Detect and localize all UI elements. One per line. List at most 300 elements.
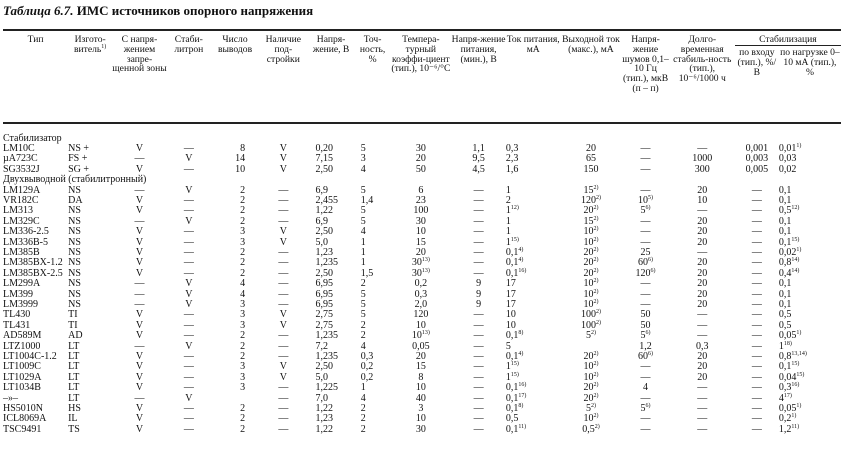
col-output-current: Выходной ток (макс.), мА — [562, 34, 620, 55]
cell-bandgap: — — [134, 153, 145, 165]
footnote-ref: 2) — [590, 330, 596, 337]
cell-voltage: 1,225 — [315, 382, 338, 394]
cell-maker: NS — [68, 278, 81, 290]
cell-supply-current: 17 — [505, 299, 516, 310]
cell-noise: 5$^{6)}$ — [640, 330, 651, 342]
cell-zener: — — [183, 267, 194, 279]
cell-pins: 2 — [240, 205, 246, 217]
cell-noise: — — [640, 236, 651, 248]
cell-min-supply: — — [473, 215, 484, 227]
cell-load-reg: 0,4$^{14)}$ — [778, 267, 800, 279]
footnote-ref: 2) — [593, 215, 599, 222]
cell-voltage: 1,235 — [315, 257, 338, 269]
footnote-ref: 2) — [593, 267, 599, 274]
cell-min-supply: — — [473, 226, 484, 238]
cell-load-reg: 4$^{17)}$ — [778, 392, 792, 404]
cell-output-current: 20 — [585, 142, 596, 154]
cell-trim: V — [279, 319, 287, 331]
cell-noise: — — [640, 299, 651, 310]
col-pins: Число выводов — [217, 34, 253, 55]
cell-supply-current: 0,1$^{4)}$ — [505, 257, 524, 269]
cell-line-reg: 0,005 — [745, 163, 769, 175]
cell-output-current: 15$^{2)}$ — [583, 184, 599, 196]
footnote-ref: 6) — [645, 330, 651, 337]
cell-trim: — — [278, 246, 289, 258]
cell-supply-current: 0,5 — [505, 413, 519, 425]
cell-tempco: 15 — [415, 361, 426, 373]
cell-line-reg: — — [751, 382, 762, 394]
cell-load-reg: 0,01$^{1)}$ — [778, 142, 802, 154]
caption-title: ИМС источников опорного напряжения — [76, 3, 314, 18]
footnote-ref: 2) — [593, 246, 599, 253]
cell-trim: — — [278, 423, 289, 435]
cell-pins — [211, 394, 259, 404]
cell-long-term: 20 — [697, 278, 708, 290]
cell-line-reg: — — [751, 267, 762, 279]
footnote-ref: 2) — [593, 236, 599, 243]
cell-long-term: 20 — [697, 288, 708, 300]
cell-pins: 3 — [240, 361, 246, 373]
cell-min-supply: — — [473, 403, 484, 415]
cell-line-reg: — — [751, 184, 762, 196]
cell-supply-current: 1$^{15)}$ — [505, 371, 519, 383]
cell-noise: 5$^{6)}$ — [640, 403, 651, 415]
cell-min-supply: — — [473, 246, 484, 258]
cell-output-current: 100$^{2)}$ — [580, 309, 601, 321]
cell-voltage: 5,0 — [315, 236, 328, 248]
cell-accuracy: 1 — [360, 246, 366, 258]
cell-pins: 4 — [240, 288, 246, 300]
cell-accuracy: 5 — [360, 184, 366, 196]
cell-trim: — — [278, 413, 289, 425]
cell-supply-current: 17 — [505, 278, 516, 290]
cell-bandgap: V — [135, 361, 144, 373]
cell-voltage: 2,50 — [315, 267, 333, 279]
cell-type: ICL8069A — [3, 413, 47, 425]
cell-load-reg: 0,02 — [778, 163, 797, 175]
cell-type: LT1034B — [3, 382, 41, 394]
footnote-ref: 5) — [648, 194, 654, 201]
cell-long-term: 20 — [697, 226, 708, 238]
cell-maker: TI — [68, 309, 78, 321]
cell-output-current: 150 — [583, 163, 599, 175]
cell-type: LM399 — [3, 288, 33, 300]
footnote-ref: 2) — [593, 205, 599, 212]
cell-bandgap: V — [135, 163, 144, 175]
cell-min-supply: — — [473, 236, 484, 248]
cell-zener: — — [183, 205, 194, 217]
footnote-ref: 2) — [593, 361, 599, 368]
cell-accuracy: 2 — [360, 330, 366, 342]
footnote-ref: 2) — [593, 184, 599, 191]
cell-tempco: 50 — [415, 163, 426, 175]
cell-zener: — — [183, 403, 194, 415]
cell-voltage: 1,23 — [315, 246, 333, 258]
footnote-ref: 14) — [791, 267, 800, 274]
cell-accuracy: 1,4 — [360, 194, 374, 206]
cell-accuracy: 2 — [360, 319, 366, 331]
cell-line-reg: 0,001 — [745, 142, 769, 154]
cell-maker: LT — [68, 371, 80, 383]
cell-trim: V — [279, 236, 287, 248]
footnote-ref: 8) — [518, 330, 524, 337]
footnote-ref: 1) — [791, 413, 797, 420]
cell-bandgap: V — [135, 423, 144, 435]
cell-voltage: 7,2 — [315, 340, 328, 352]
cell-line-reg: — — [751, 257, 762, 269]
cell-long-term: 20 — [697, 361, 708, 373]
cell-accuracy: 2 — [360, 278, 366, 290]
cell-pins: 3 — [240, 319, 246, 331]
cell-voltage: 6,9 — [315, 184, 328, 196]
cell-tempco: 40 — [415, 392, 426, 404]
cell-accuracy: 4 — [360, 392, 366, 404]
cell-min-supply: — — [473, 423, 484, 435]
cell-zener: — — [183, 236, 194, 248]
cell-maker: LT — [68, 351, 80, 363]
cell-noise: — — [640, 423, 651, 435]
cell-trim: — — [278, 184, 289, 196]
cell-zener: — — [183, 142, 194, 154]
cell-accuracy: 4 — [360, 226, 366, 238]
cell-type: LM385BX-1.2 — [3, 257, 63, 269]
cell-zener: — — [183, 371, 194, 383]
cell-bandgap: V — [135, 403, 144, 415]
cell-min-supply: 9 — [476, 288, 482, 300]
cell-type: LM313 — [3, 205, 33, 217]
cell-pins: 2 — [240, 413, 246, 425]
cell-trim: V — [279, 226, 287, 238]
footnote-ref: 2) — [590, 403, 596, 410]
cell-min-supply: — — [473, 413, 484, 425]
footnote-ref: 2) — [593, 351, 599, 358]
group-label: Стабилизатор — [3, 132, 62, 144]
cell-long-term: 1000 — [692, 153, 713, 165]
cell-type: LM10C — [3, 142, 35, 154]
cell-voltage: 2,455 — [315, 194, 338, 206]
cell-accuracy: 5 — [360, 309, 366, 321]
cell-pins: 3 — [240, 299, 246, 310]
footnote-ref: 1) — [796, 142, 802, 149]
cell-line-reg: — — [751, 319, 762, 331]
cell-tempco: 30$^{13)}$ — [411, 257, 430, 269]
col-long-term: Долго-временная стабиль-ность (тип.), 10⁻⁶/1000 ч — [673, 34, 732, 85]
cell-load-reg: 0,05$^{1)}$ — [778, 403, 802, 415]
cell-pins: 2 — [240, 330, 246, 342]
cell-min-supply: 9 — [476, 278, 482, 290]
table-row — [3, 425, 841, 435]
cell-type: –»– — [3, 392, 18, 404]
cell-pins: 3 — [240, 371, 246, 383]
cell-load-reg: 0,1 — [778, 278, 792, 290]
cell-voltage: 2,50 — [315, 163, 333, 175]
cell-type: VR182C — [3, 194, 39, 206]
cell-tempco: 20 — [415, 246, 426, 258]
cell-zener: V — [185, 288, 193, 300]
footnote-ref: 18) — [783, 340, 792, 347]
cell-load-reg: 0,1 — [778, 215, 792, 227]
cell-tempco: 2,0 — [414, 299, 428, 310]
cell-type: LM385BX-2.5 — [3, 267, 63, 279]
cell-min-supply: — — [473, 392, 484, 404]
footnote-ref: 2) — [594, 423, 600, 430]
cell-load-reg: 1$^{18)}$ — [778, 340, 792, 352]
cell-line-reg: — — [751, 340, 762, 352]
cell-tempco: 10$^{13)}$ — [411, 330, 430, 342]
cell-zener: V — [185, 392, 193, 404]
cell-output-current: 20$^{2)}$ — [583, 205, 599, 217]
cell-supply-current: 1$^{15)}$ — [505, 361, 519, 373]
cell-voltage: 1,23 — [315, 413, 333, 425]
cell-long-term: — — [697, 309, 708, 321]
cell-line-reg: — — [751, 236, 762, 248]
footnote-ref: 13,14) — [791, 351, 807, 358]
cell-maker: DA — [68, 194, 83, 206]
cell-output-current: 10$^{2)}$ — [583, 299, 599, 310]
cell-long-term: 20 — [697, 267, 708, 279]
cell-trim: — — [278, 382, 289, 394]
cell-pins: 3 — [240, 382, 246, 394]
cell-tempco: 100 — [413, 205, 429, 217]
cell-pins: 2 — [240, 184, 246, 196]
cell-line-reg: — — [751, 288, 762, 300]
cell-tempco: 30 — [415, 423, 426, 435]
cell-pins: 10 — [235, 163, 246, 175]
cell-type: SG3532J — [3, 163, 40, 175]
cell-zener: — — [183, 351, 194, 363]
cell-supply-current: 10 — [505, 309, 516, 321]
cell-bandgap: — — [134, 392, 145, 404]
cell-noise: — — [640, 413, 651, 425]
cell-supply-current: 1$^{15)}$ — [505, 236, 519, 248]
cell-min-supply: 1,1 — [472, 142, 485, 154]
cell-min-supply: — — [473, 194, 484, 206]
cell-accuracy: 5 — [360, 215, 366, 227]
cell-noise: — — [640, 142, 651, 154]
cell-output-current: 20$^{2)}$ — [583, 392, 599, 404]
col-tempco: Темпера-турный коэффи-циент (тип.), 10⁻⁶/°C — [391, 34, 451, 75]
cell-maker: LT — [68, 392, 80, 404]
cell-maker: NS + — [68, 142, 90, 154]
cell-supply-current: 0,3 — [505, 142, 519, 154]
cell-load-reg: 0,02$^{1)}$ — [778, 246, 802, 258]
cell-tempco: 10 — [415, 382, 426, 394]
cell-accuracy: 2 — [360, 413, 366, 425]
cell-load-reg: 0,5 — [778, 309, 792, 321]
cell-bandgap: V — [135, 142, 144, 154]
cell-line-reg: — — [751, 205, 762, 217]
footnote-ref: 6) — [645, 205, 651, 212]
cell-noise: — — [640, 371, 651, 383]
cell-type: LM299A — [3, 278, 41, 290]
cell-output-current: 65 — [585, 153, 596, 165]
cell-voltage: 2,75 — [315, 309, 333, 321]
cell-bandgap: V — [135, 413, 144, 425]
cell-long-term: — — [697, 403, 708, 415]
cell-load-reg: 0,2$^{1)}$ — [778, 413, 797, 425]
cell-accuracy: 2 — [360, 423, 366, 435]
footnote-ref: 17) — [518, 392, 527, 399]
cell-supply-current: 0,1$^{16)}$ — [505, 382, 527, 394]
footnote-ref: 15) — [510, 361, 519, 368]
cell-output-current: 10$^{2)}$ — [583, 361, 599, 373]
cell-bandgap: V — [135, 330, 144, 342]
cell-accuracy: 0,2 — [360, 361, 374, 373]
cell-supply-current: 1 — [505, 226, 511, 238]
cell-line-reg: — — [751, 226, 762, 238]
cell-output-current: 10$^{2)}$ — [583, 288, 599, 300]
cell-voltage: 6,9 — [315, 215, 328, 227]
col-trim: Наличие под-стройки — [265, 34, 302, 65]
cell-tempco: 8 — [418, 371, 424, 383]
footnote-ref: 1) — [796, 330, 802, 337]
cell-zener: — — [183, 257, 194, 269]
cell-zener: — — [183, 319, 194, 331]
cell-long-term: 300 — [694, 163, 710, 175]
footnote-ref: 6) — [648, 351, 654, 358]
cell-maker: TI — [68, 319, 78, 331]
cell-type: LM385B — [3, 246, 40, 258]
cell-zener: — — [183, 246, 194, 258]
cell-tempco: 30 — [415, 215, 426, 227]
cell-line-reg: — — [751, 351, 762, 363]
cell-voltage: 6,95 — [315, 288, 333, 300]
cell-bandgap: V — [135, 226, 144, 238]
cell-output-current: 20$^{2)}$ — [583, 257, 599, 269]
cell-tempco: 0,3 — [414, 288, 428, 300]
cell-long-term: — — [697, 205, 708, 217]
cell-supply-current: 2 — [505, 194, 511, 206]
cell-accuracy: 5 — [360, 299, 366, 310]
cell-tempco: 10 — [415, 226, 426, 238]
cell-tempco: 120 — [413, 309, 429, 321]
cell-zener: V — [185, 215, 193, 227]
cell-load-reg: 0,1 — [778, 226, 792, 238]
cell-trim: — — [278, 330, 289, 342]
cell-line-reg: 0,003 — [745, 153, 769, 165]
cell-voltage: 0,20 — [315, 142, 333, 154]
cell-zener: V — [185, 153, 193, 165]
cell-long-term: 20 — [697, 371, 708, 383]
cell-trim: — — [278, 299, 289, 310]
cell-long-term: — — [697, 423, 708, 435]
cell-maker: HS — [68, 403, 81, 415]
cell-long-term: — — [697, 319, 708, 331]
cell-min-supply: — — [473, 309, 484, 321]
cell-trim: — — [278, 257, 289, 269]
cell-trim: — — [278, 267, 289, 279]
cell-trim: V — [279, 361, 287, 373]
cell-load-reg: 0,1$^{15)}$ — [778, 361, 800, 373]
cell-trim: — — [278, 215, 289, 227]
cell-noise: 1,2 — [639, 340, 652, 352]
cell-bandgap: — — [134, 340, 145, 352]
cell-output-current: 10$^{2)}$ — [583, 236, 599, 248]
caption-prefix: Таблица 6.7. — [3, 3, 74, 18]
cell-trim: — — [278, 403, 289, 415]
cell-pins: 2 — [240, 351, 246, 363]
cell-line-reg: — — [751, 361, 762, 373]
cell-zener: — — [183, 423, 194, 435]
cell-min-supply: 9 — [476, 299, 482, 310]
cell-bandgap: V — [135, 246, 144, 258]
cell-type: LT1029A — [3, 371, 42, 383]
cell-type: LT1004C-1.2 — [3, 351, 57, 363]
cell-min-supply: — — [473, 340, 484, 352]
cell-noise: 50 — [640, 319, 651, 331]
cell-long-term: 0,3 — [695, 340, 709, 352]
cell-long-term: 20 — [697, 215, 708, 227]
cell-tempco: 3 — [418, 403, 424, 415]
cell-maker: NS — [68, 184, 81, 196]
cell-noise: — — [640, 226, 651, 238]
cell-zener: — — [183, 226, 194, 238]
cell-type: LM329C — [3, 215, 40, 227]
cell-pins: 2 — [240, 340, 246, 352]
cell-voltage: 2,75 — [315, 319, 333, 331]
cell-accuracy: 1 — [360, 257, 366, 269]
col-stabilization: Стабилизация — [735, 33, 841, 46]
footnote-ref: 1) — [796, 246, 802, 253]
cell-trim: — — [278, 351, 289, 363]
footnote-ref: 2) — [595, 309, 601, 316]
cell-pins: 14 — [235, 153, 246, 165]
col-voltage: Напря-жение, В — [312, 34, 350, 55]
cell-noise: 10$^{5)}$ — [638, 194, 654, 206]
footnote-ref: 16) — [791, 382, 800, 389]
cell-tempco: 0,05 — [412, 340, 430, 352]
reference-ic-table — [3, 33, 841, 435]
cell-supply-current: 1 — [505, 184, 511, 196]
cell-output-current: 15$^{2)}$ — [583, 215, 599, 227]
cell-voltage: 1,235 — [315, 351, 338, 363]
cell-long-term: — — [697, 142, 708, 154]
cell-bandgap: V — [135, 319, 144, 331]
cell-min-supply: — — [473, 351, 484, 363]
cell-type: LM336-2.5 — [3, 226, 49, 238]
cell-zener: — — [183, 330, 194, 342]
cell-bandgap: V — [135, 267, 144, 279]
cell-tempco: 20 — [415, 351, 426, 363]
footnote-ref: 1) — [796, 403, 802, 410]
cell-output-current: 10$^{2)}$ — [583, 413, 599, 425]
cell-trim: — — [278, 278, 289, 290]
cell-long-term: — — [697, 382, 708, 394]
cell-bandgap: V — [135, 257, 144, 269]
cell-noise: — — [640, 361, 651, 373]
footnote-ref: 12) — [510, 205, 519, 212]
footnote-ref: 13) — [421, 257, 430, 264]
cell-tempco: 23 — [415, 194, 426, 206]
cell-supply-current: 1,6 — [505, 163, 519, 175]
cell-type: TSC9491 — [3, 423, 42, 435]
cell-long-term: — — [697, 330, 708, 342]
cell-long-term: 10 — [697, 194, 708, 206]
cell-maker: LT — [68, 382, 80, 394]
table-caption — [3, 3, 313, 19]
cell-output-current: 100$^{2)}$ — [580, 319, 601, 331]
cell-supply-current: 0,1$^{8)}$ — [505, 403, 524, 415]
cell-noise: — — [640, 153, 651, 165]
cell-line-reg: — — [751, 423, 762, 435]
cell-long-term: 20 — [697, 236, 708, 248]
cell-accuracy: 4 — [360, 163, 366, 175]
cell-trim: — — [278, 340, 289, 352]
cell-maker: LT — [68, 340, 80, 352]
cell-voltage: 6,95 — [315, 299, 333, 310]
cell-load-reg: 0,04$^{15)}$ — [778, 371, 805, 383]
cell-output-current: 5$^{2)}$ — [585, 403, 596, 415]
